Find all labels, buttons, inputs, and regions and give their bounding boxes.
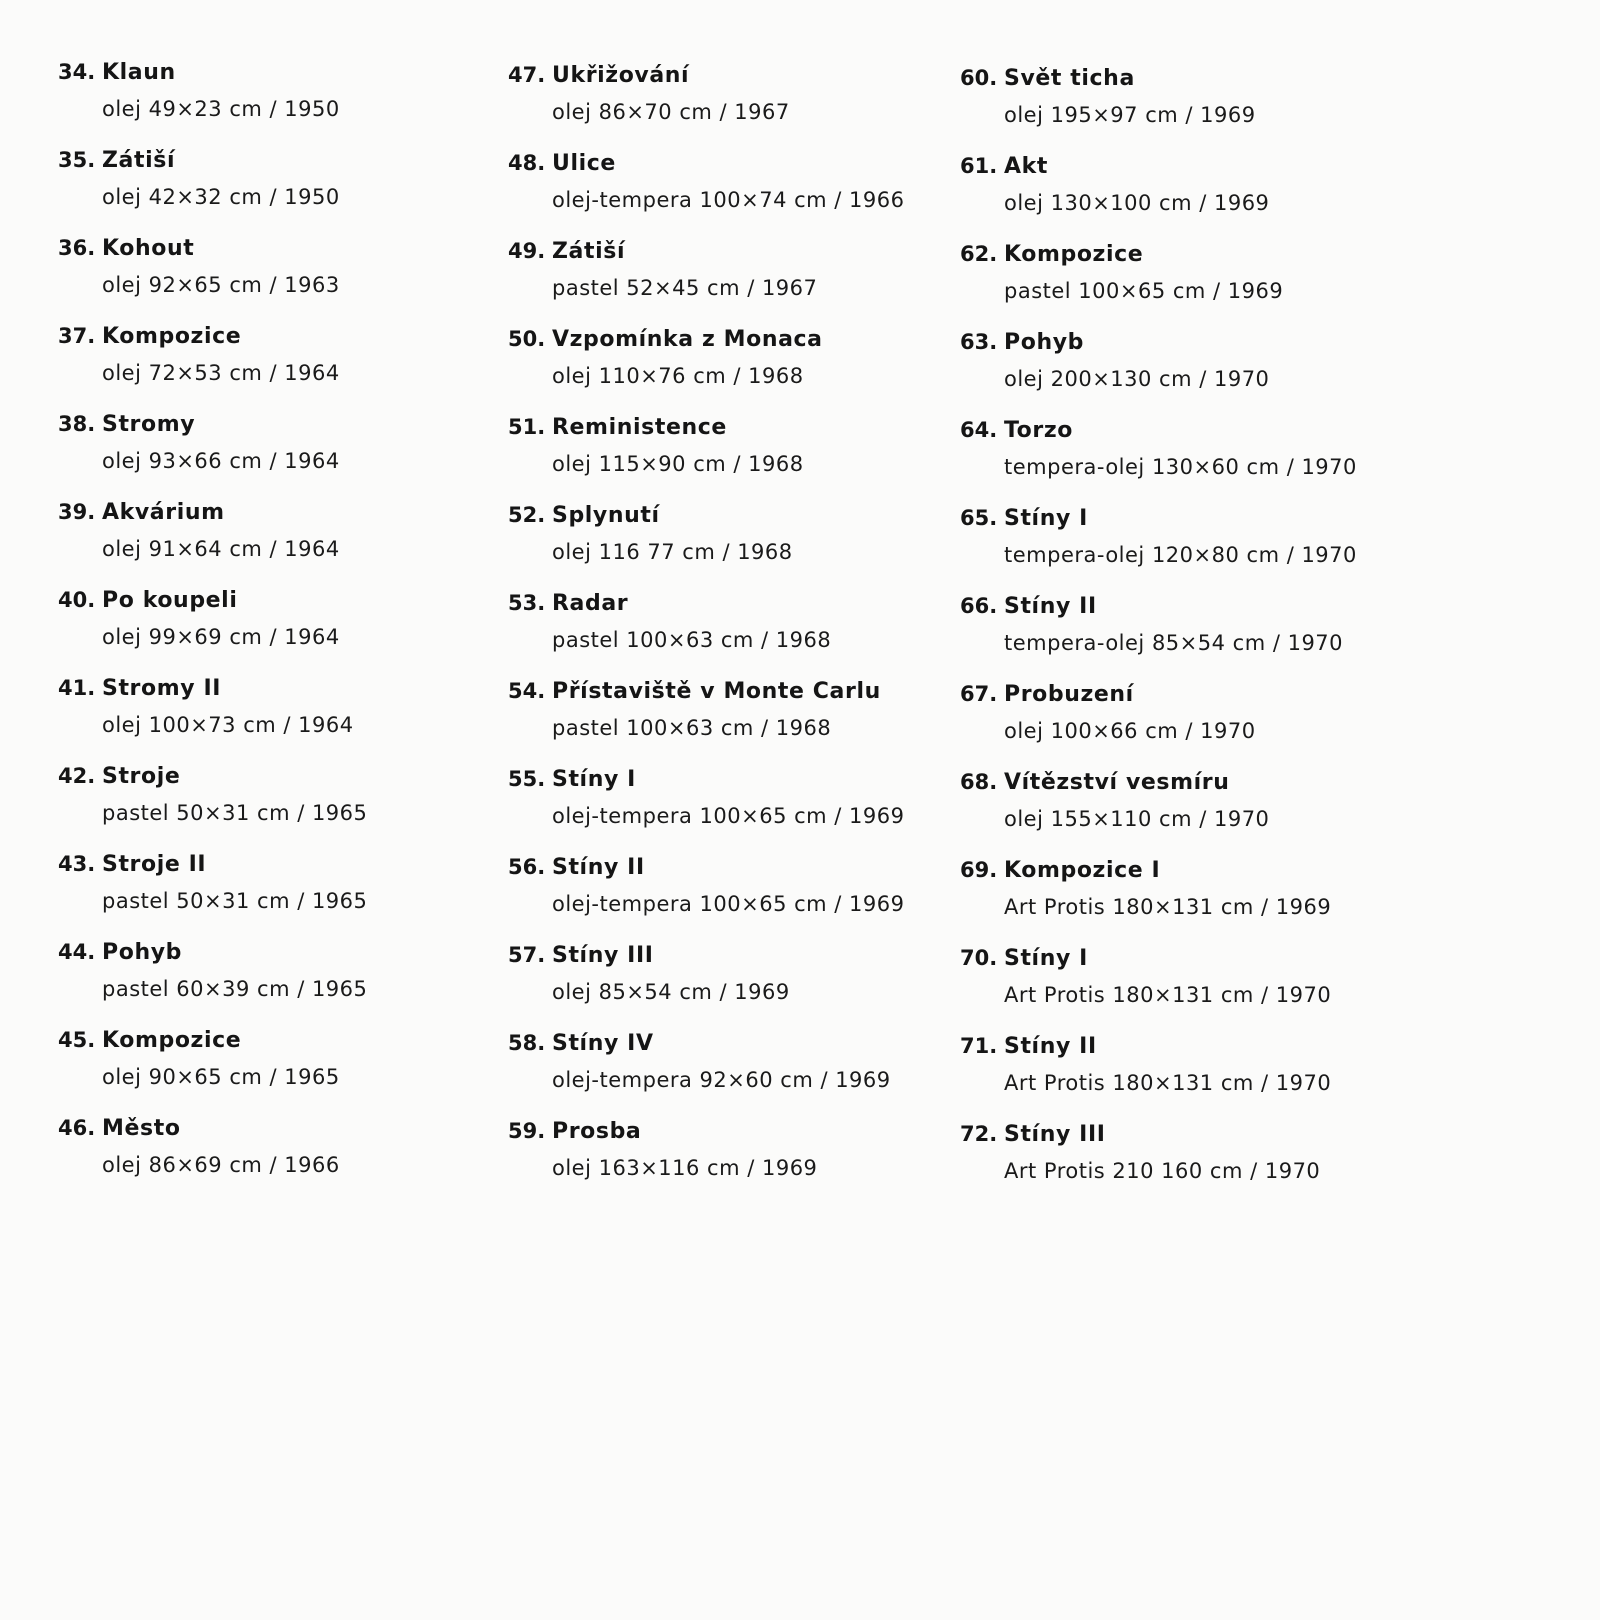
entry-number: 58.	[508, 1031, 546, 1055]
entry-number: 46.	[58, 1116, 96, 1140]
entry-number: 54.	[508, 679, 546, 703]
entry-detail: pastel 100×63 cm / 1968	[552, 716, 832, 740]
catalogue-entry	[960, 1032, 1400, 1120]
entry-title: Prosba	[552, 1119, 642, 1144]
catalogue-entry	[58, 498, 498, 586]
entry-detail: olej 86×70 cm / 1967	[552, 100, 790, 124]
entry-number: 37.	[58, 324, 96, 348]
entry-title: Radar	[552, 591, 629, 616]
entry-number: 61.	[960, 154, 998, 178]
catalogue-entry	[960, 768, 1400, 856]
catalogue-entry	[508, 1117, 948, 1205]
entry-detail: pastel 100×65 cm / 1969	[1004, 279, 1284, 303]
catalogue-entry	[58, 410, 498, 498]
entry-title: Stíny III	[1004, 1122, 1106, 1147]
entry-title: Stíny II	[1004, 594, 1097, 619]
entry-title: Vítězství vesmíru	[1004, 770, 1230, 795]
catalogue-entry	[960, 1120, 1400, 1208]
entry-title: Stíny I	[552, 767, 636, 792]
entry-number: 68.	[960, 770, 998, 794]
entry-number: 38.	[58, 412, 96, 436]
entry-detail: Art Protis 210 160 cm / 1970	[1004, 1159, 1321, 1183]
entry-number: 56.	[508, 855, 546, 879]
catalogue-entry	[58, 762, 498, 850]
entry-detail: olej 86×69 cm / 1966	[102, 1153, 340, 1177]
entry-title: Klaun	[102, 60, 176, 85]
entry-detail: Art Protis 180×131 cm / 1970	[1004, 1071, 1332, 1095]
catalogue-entry	[58, 850, 498, 938]
entry-detail: olej 90×65 cm / 1965	[102, 1065, 340, 1089]
entry-detail: olej 92×65 cm / 1963	[102, 273, 340, 297]
catalogue-entry	[508, 325, 948, 413]
entry-title: Stroje	[102, 764, 181, 789]
entry-number: 52.	[508, 503, 546, 527]
entry-detail: pastel 50×31 cm / 1965	[102, 801, 368, 825]
entry-title: Stíny II	[1004, 1034, 1097, 1059]
entry-title: Akvárium	[102, 500, 225, 525]
entry-number: 39.	[58, 500, 96, 524]
catalogue-entry	[508, 413, 948, 501]
entry-title: Stíny II	[552, 855, 645, 880]
entry-number: 72.	[960, 1122, 998, 1146]
entry-detail: olej 99×69 cm / 1964	[102, 625, 340, 649]
catalogue-entry	[960, 328, 1400, 416]
entry-title: Stíny I	[1004, 506, 1088, 531]
entry-detail: olej 93×66 cm / 1964	[102, 449, 340, 473]
entry-number: 41.	[58, 676, 96, 700]
entry-detail: olej 155×110 cm / 1970	[1004, 807, 1270, 831]
entry-number: 45.	[58, 1028, 96, 1052]
entry-detail: olej 91×64 cm / 1964	[102, 537, 340, 561]
entry-number: 71.	[960, 1034, 998, 1058]
entry-detail: olej 163×116 cm / 1969	[552, 1156, 818, 1180]
entry-title: Stíny III	[552, 943, 654, 968]
catalogue-entry	[960, 680, 1400, 768]
catalogue-entry	[960, 416, 1400, 504]
catalogue-entry	[960, 944, 1400, 1032]
entry-detail: pastel 52×45 cm / 1967	[552, 276, 818, 300]
entry-number: 42.	[58, 764, 96, 788]
entry-detail: olej 72×53 cm / 1964	[102, 361, 340, 385]
entry-title: Torzo	[1004, 418, 1073, 443]
catalogue-entry	[58, 1114, 498, 1202]
entry-title: Stíny I	[1004, 946, 1088, 971]
entry-detail: olej 100×66 cm / 1970	[1004, 719, 1256, 743]
entry-detail: pastel 100×63 cm / 1968	[552, 628, 832, 652]
catalogue-entry	[58, 586, 498, 674]
catalogue-entry	[58, 146, 498, 234]
entry-number: 63.	[960, 330, 998, 354]
entry-number: 35.	[58, 148, 96, 172]
entry-detail: Art Protis 180×131 cm / 1969	[1004, 895, 1332, 919]
entry-title: Zátiší	[102, 148, 176, 173]
catalogue-entry	[58, 674, 498, 762]
catalogue-entry	[58, 1026, 498, 1114]
catalogue-entry	[960, 592, 1400, 680]
catalogue-entry	[508, 237, 948, 325]
entry-number: 50.	[508, 327, 546, 351]
catalogue-entry	[508, 677, 948, 765]
catalogue-entry	[960, 504, 1400, 592]
entry-detail: olej 195×97 cm / 1969	[1004, 103, 1256, 127]
entry-detail: pastel 60×39 cm / 1965	[102, 977, 368, 1001]
entry-title: Kompozice	[1004, 242, 1144, 267]
catalogue-entry	[508, 853, 948, 941]
entry-title: Stíny IV	[552, 1031, 654, 1056]
entry-detail: olej 200×130 cm / 1970	[1004, 367, 1270, 391]
entry-title: Vzpomínka z Monaca	[552, 327, 823, 352]
entry-number: 47.	[508, 63, 546, 87]
entry-title: Po koupeli	[102, 588, 238, 613]
entry-title: Kohout	[102, 236, 195, 261]
entry-title: Město	[102, 1116, 181, 1141]
entry-number: 57.	[508, 943, 546, 967]
entry-detail: olej 110×76 cm / 1968	[552, 364, 804, 388]
entry-detail: olej 42×32 cm / 1950	[102, 185, 340, 209]
entry-title: Kompozice	[102, 1028, 242, 1053]
entry-title: Pohyb	[1004, 330, 1084, 355]
entry-title: Přístaviště v Monte Carlu	[552, 679, 881, 704]
catalogue-entry	[508, 941, 948, 1029]
entry-detail: Art Protis 180×131 cm / 1970	[1004, 983, 1332, 1007]
entry-detail: olej 100×73 cm / 1964	[102, 713, 354, 737]
entry-detail: olej-tempera 92×60 cm / 1969	[552, 1068, 891, 1092]
entry-title: Reministence	[552, 415, 727, 440]
entry-detail: olej 130×100 cm / 1969	[1004, 191, 1270, 215]
entry-number: 65.	[960, 506, 998, 530]
entry-title: Probuzení	[1004, 682, 1134, 707]
entry-number: 70.	[960, 946, 998, 970]
entry-title: Zátiší	[552, 239, 626, 264]
entry-title: Stromy	[102, 412, 196, 437]
catalogue-column-2	[508, 61, 948, 1205]
entry-title: Stromy II	[102, 676, 222, 701]
entry-number: 44.	[58, 940, 96, 964]
entry-detail: tempera-olej 130×60 cm / 1970	[1004, 455, 1357, 479]
catalogue-entry	[508, 149, 948, 237]
entry-title: Akt	[1004, 154, 1048, 179]
entry-number: 64.	[960, 418, 998, 442]
catalogue-entry	[508, 589, 948, 677]
entry-detail: olej 116 77 cm / 1968	[552, 540, 793, 564]
catalogue-entry	[58, 58, 498, 146]
entry-detail: olej-tempera 100×65 cm / 1969	[552, 804, 905, 828]
entry-detail: olej 115×90 cm / 1968	[552, 452, 804, 476]
entry-number: 62.	[960, 242, 998, 266]
entry-title: Ukřižování	[552, 63, 690, 88]
catalogue-entry	[960, 64, 1400, 152]
catalogue-entry	[58, 322, 498, 410]
entry-number: 40.	[58, 588, 96, 612]
entry-number: 48.	[508, 151, 546, 175]
catalogue-entry	[508, 765, 948, 853]
entry-title: Splynutí	[552, 503, 660, 528]
entry-title: Pohyb	[102, 940, 182, 965]
entry-number: 66.	[960, 594, 998, 618]
catalogue-entry	[960, 240, 1400, 328]
catalogue-entry	[960, 152, 1400, 240]
entry-number: 51.	[508, 415, 546, 439]
entry-title: Stroje II	[102, 852, 207, 877]
entry-detail: olej 85×54 cm / 1969	[552, 980, 790, 1004]
entry-detail: olej-tempera 100×74 cm / 1966	[552, 188, 905, 212]
entry-detail: tempera-olej 120×80 cm / 1970	[1004, 543, 1357, 567]
catalogue-entry	[58, 938, 498, 1026]
catalogue-entry	[58, 234, 498, 322]
entry-title: Ulice	[552, 151, 616, 176]
entry-number: 60.	[960, 66, 998, 90]
entry-title: Kompozice I	[1004, 858, 1161, 883]
entry-number: 59.	[508, 1119, 546, 1143]
catalogue-entry	[508, 61, 948, 149]
catalogue-column-1	[58, 58, 498, 1202]
entry-detail: olej 49×23 cm / 1950	[102, 97, 340, 121]
catalogue-entry	[960, 856, 1400, 944]
entry-detail: pastel 50×31 cm / 1965	[102, 889, 368, 913]
entry-detail: olej-tempera 100×65 cm / 1969	[552, 892, 905, 916]
entry-number: 67.	[960, 682, 998, 706]
catalogue-entry	[508, 501, 948, 589]
entry-number: 49.	[508, 239, 546, 263]
catalogue-column-3	[960, 64, 1400, 1208]
entry-number: 34.	[58, 60, 96, 84]
catalogue-entry	[508, 1029, 948, 1117]
entry-title: Kompozice	[102, 324, 242, 349]
entry-number: 53.	[508, 591, 546, 615]
entry-detail: tempera-olej 85×54 cm / 1970	[1004, 631, 1344, 655]
entry-number: 43.	[58, 852, 96, 876]
entry-number: 69.	[960, 858, 998, 882]
entry-number: 55.	[508, 767, 546, 791]
entry-number: 36.	[58, 236, 96, 260]
entry-title: Svět ticha	[1004, 66, 1135, 91]
